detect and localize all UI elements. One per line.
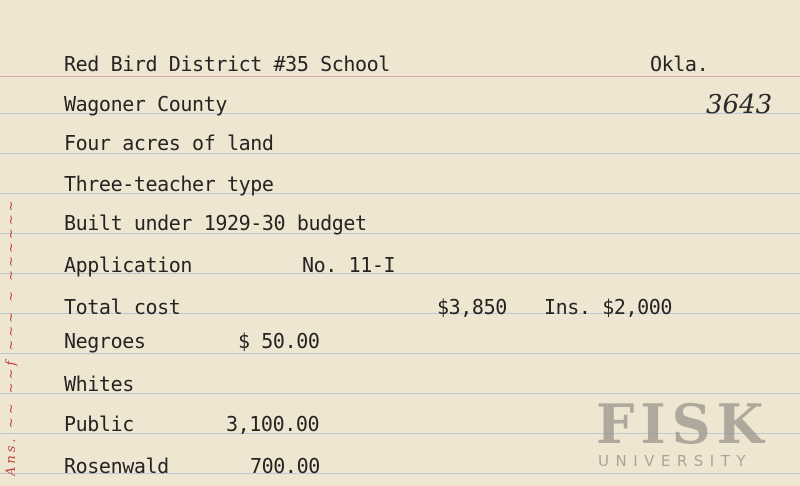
rosenwald-label: Rosenwald <box>64 454 169 478</box>
total-cost-label: Total cost <box>64 295 181 319</box>
county: Wagoner County <box>64 92 227 116</box>
blue-rule <box>0 353 800 354</box>
application-number: No. 11-I <box>302 253 396 277</box>
public-label: Public <box>64 412 134 436</box>
handwritten-number: 3643 <box>706 90 773 120</box>
red-header-rule <box>0 76 800 77</box>
fisk-university-logo <box>596 392 788 478</box>
public-value: 3,100.00 <box>226 412 320 436</box>
type-line: Three-teacher type <box>64 172 274 196</box>
state: Okla. <box>650 52 709 76</box>
application-label: Application <box>64 253 193 277</box>
negroes-label: Negroes <box>64 329 146 353</box>
logo-wordmark: FISK <box>596 392 770 456</box>
budget-line: Built under 1929-30 budget <box>64 211 367 235</box>
insurance-value: Ins. $2,000 <box>544 295 673 319</box>
rosenwald-value: 700.00 <box>250 454 320 478</box>
school-name: Red Bird District #35 School <box>64 52 390 76</box>
whites-label: Whites <box>64 372 134 396</box>
total-cost-value: $3,850 <box>437 295 507 319</box>
land-line: Four acres of land <box>64 131 274 155</box>
margin-handwriting: Ans. ~~ ~~f ~~~ ~ ~~~~~~ <box>4 197 19 476</box>
logo-subtitle: UNIVERSITY <box>598 452 753 470</box>
negroes-value: $ 50.00 <box>238 329 320 353</box>
